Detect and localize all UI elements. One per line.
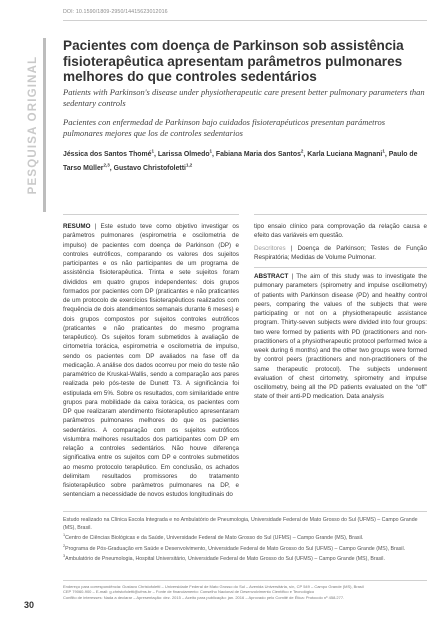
author: Paulo de Tarso Müller$^{2,3}$, <box>63 151 418 172</box>
resumo-paragraph: RESUMO | Este estudo teve como objetivo investigar os parâmetros pulmonares (espirometria e oscilometria de impulso) de pacientes com doença de Parkinson (DP) e controles eutróficos, comparando os valores dos sujeitos participantes e os não participantes de um programa de assistência fisioterapêutica. Trinta e sete sujeitos foram divididos em quatro grupos independentes: dois grupos formados por pacientes com DP (praticantes e não praticantes de um protocolo de exercícios fisioterapêuticos realizados com frequência de dois atendimentos semanais durante 6 meses) e dois grupos compostos por sujeitos controles eutróficos (praticantes e não praticantes do mesmo programa terapêutico). Os sujeitos foram submetidos à avaliação de cirtometria torácica, espirometria e oscilometria de impulso, sendo os pacientes com DP avaliados na fase off da medicação. A análise dos dados ocorreu por meio do teste não paramétrico de Kruskal-Wallis, sendo a comparação aos pares realizada pelo pós-teste de Dunett T3. A significância foi estipulada em 5%. Sobre os resultados, com similaridade entre grupos para mobilidade da caixa torácica, os pacientes com DP que realizaram atendimento fisioterapêutico apresentaram parâmetros pulmonares melhores do que os pacientes sedentários. A comparação com os sujeitos eutróficos vislumbra melhores resultados dos participantes com DP em relação a controles sedentários. Não houve diferença significativa entre os sujeitos com DP e controles submetidos ao mesmo protocolo terapêutico. Em conclusão, os achados delimitam resultados promissores do tratamento fisioterapêutico sobre parâmetros pulmonares na DP, e sentenciam a necessidade de novos estudos longitudinais do <box>63 223 239 499</box>
author: Larissa Olmedo$^1$, <box>157 149 216 159</box>
author: Jéssica dos Santos Thomé$^1$, <box>63 149 158 159</box>
abstract-top-rule-right <box>254 214 427 215</box>
abstract-label: ABSTRACT <box>254 273 289 280</box>
footnote: $^3$Ambulatório de Pneumologia, Hospital Universitário, Universidade Federal de Mato Grosso do Sul (UFMS) – Campo Grande (MS), Brasil. <box>63 553 385 562</box>
footnote: $^2$Programa de Pós-Graduação em Saúde e Desenvolvimento, Universidade Federal de Mato Grosso do Sul (UFMS) – Campo Grande (MS), Brasil. <box>63 543 406 552</box>
article-title: Pacientes com doença de Parkinson sob assistência fisioterapêutica apresentam parâmetros pulmonares melhores do que controles sedentários <box>63 38 404 85</box>
author: Fabiana Maria dos Santos$^2$, <box>215 149 308 159</box>
footnote-rule <box>63 511 427 512</box>
footnote: $^1$Centro de Ciências Biológicas e da Saúde, Universidade Federal de Mato Grosso do Sul (UFMS) – Campo Grande (MS), Brasil. <box>63 533 364 541</box>
correspondence-rule <box>63 580 427 581</box>
abstract-rule <box>254 267 427 268</box>
footnote: Estudo realizado na Clínica Escola Integrada e no Ambulatório de Pneumologia, Universidade Federal de Mato Grosso do Sul (UFMS) – Campo Grande (MS), Brasil. <box>63 517 418 531</box>
descritores-line: Descritores | Doença de Parkinson; Testes de Função Respiratória; Medidas de Volume Pulmonar. <box>254 244 427 261</box>
author-list <box>63 147 425 174</box>
resumo-text-continued: tipo ensaio clínico para comprovação da relação causa e efeito das variáveis em questão. <box>254 223 427 240</box>
author: Karla Luciana Magnani$^1$, <box>307 149 389 159</box>
article-title-english: Patients with Parkinson's disease under physiotherapeutic care present better pulmonary parameters than sedentary controls <box>63 87 425 109</box>
section-label-text: PESQUISA ORIGINAL <box>26 55 39 195</box>
page-number: 30 <box>24 600 35 610</box>
correspondence-block: Endereço para correspondência: Gustavo Christofoletti – Universidade Federal de Mato Grosso do Sul – Avenida Universitária, s/n, CP 549 – Campo Grande (MS), Brasil CEP 79060-900 – E-mail: g.christofoletti@ufms.br – Fonte de financiamento: Conselho Nacional de Desenvolvimento Científico e Tecnológico Conflito de interesses: Nada a declarar – Apresentação: dez. 2015 – Aceito para publicação: jan. 2016 – Aprovado pelo Comitê de Ética: Protocolo nº 458.277. <box>63 584 364 600</box>
abstract-paragraph: ABSTRACT | The aim of this study was to investigate the pulmonary parameters (spirometry and impulse oscillometry) of patients with Parkinson disease (PD) and healthy control peers, comparing the values of the subjects that were participating or not on a physiotherapeutic assistance program. Thirty-seven subjects were divided into four groups: two were formed by patients with PD (practitioners and non-practitioners of a physiotherapeutic protocol performed twice a week during 6 months) and the other two groups were formed by control peers (practitioners and non-practitioners of the same therapeutic protocol). The subjects underwent evaluation of chest cirtometry, spirometry and impulse oscillometry, being all the PD patients evaluated on the "off" state of their anti-PD medication. Data analysis <box>254 272 427 402</box>
header-rule <box>63 20 427 21</box>
section-label <box>24 38 41 212</box>
abstract-top-rule <box>63 214 239 215</box>
author: Gustavo Christofoletti$^{1,2}$ <box>113 162 193 172</box>
article-title-spanish: Pacientes con enfermedad de Parkinson bajo cuidados fisioterapéuticos presentan parámetros pulmonares mejores que los de controles sedentarios <box>63 117 386 139</box>
affiliation-notes <box>63 517 427 563</box>
resumo-label: RESUMO <box>63 223 91 230</box>
doi-line: DOI: 10.1590/1809-2950/14415623012016 <box>63 9 168 15</box>
resumo-text: Este estudo teve como objetivo investigar os parâmetros pulmonares (espirometria e oscilometria de impulso) de pacientes com doença de Parkinson (DP) e controles eutróficos, comparando os valores dos sujeitos participantes e os não participantes de um programa de assistência fisioterapêutica. Trinta e sete sujeitos foram divididos em quatro grupos independentes: dois grupos formados por pacientes com DP (praticantes e não praticantes de um protocolo de exercícios fisioterapêuticos realizados com frequência de dois atendimentos semanais durante 6 meses) e dois grupos compostos por sujeitos controles eutróficos (praticantes e não praticantes do mesmo programa terapêutico). Os sujeitos foram submetidos à avaliação de cirtometria torácica, espirometria e oscilometria de impulso, sendo os pacientes com DP avaliados na fase off da medicação. A análise dos dados ocorreu por meio do teste não paramétrico de Kruskal-Wallis, sendo a comparação aos pares realizada pelo pós-teste de Dunett T3. A significância foi estipulada em 5%. Sobre os resultados, com similaridade entre grupos para mobilidade da caixa torácica, os pacientes com DP que realizaram atendimento fisioterapêutico apresentaram parâmetros pulmonares melhores do que os pacientes sedentários. A comparação com os sujeitos eutróficos vislumbra melhores resultados dos participantes com DP em relação a controles sedentários. Não houve diferença significativa entre os sujeitos com DP e controles submetidos ao mesmo protocolo terapêutico. Em conclusão, os achados delimitam resultados promissores do tratamento fisioterapêutico sobre parâmetros pulmonares na DP, e sentenciam a necessidade de novos estudos longitudinais do <box>63 223 239 499</box>
abstract-text: The aim of this study was to investigate the pulmonary parameters (spirometry and impulse oscillometry) of patients with Parkinson disease (PD) and healthy control peers, comparing the values of the subjects that were participating or not on a physiotherapeutic assistance program. Thirty-seven subjects were divided into four groups: two were formed by patients with PD (practitioners and non-practitioners of a physiotherapeutic protocol performed twice a week during 6 months) and the other two groups were formed by control peers (practitioners and non-practitioners of the same therapeutic protocol). The subjects underwent evaluation of chest cirtometry, spirometry and impulse oscillometry, being all the PD patients evaluated on the "off" state of their anti-PD medication. Data analysis <box>254 273 427 401</box>
resumo-continuation <box>254 222 427 262</box>
section-bar <box>43 38 46 212</box>
